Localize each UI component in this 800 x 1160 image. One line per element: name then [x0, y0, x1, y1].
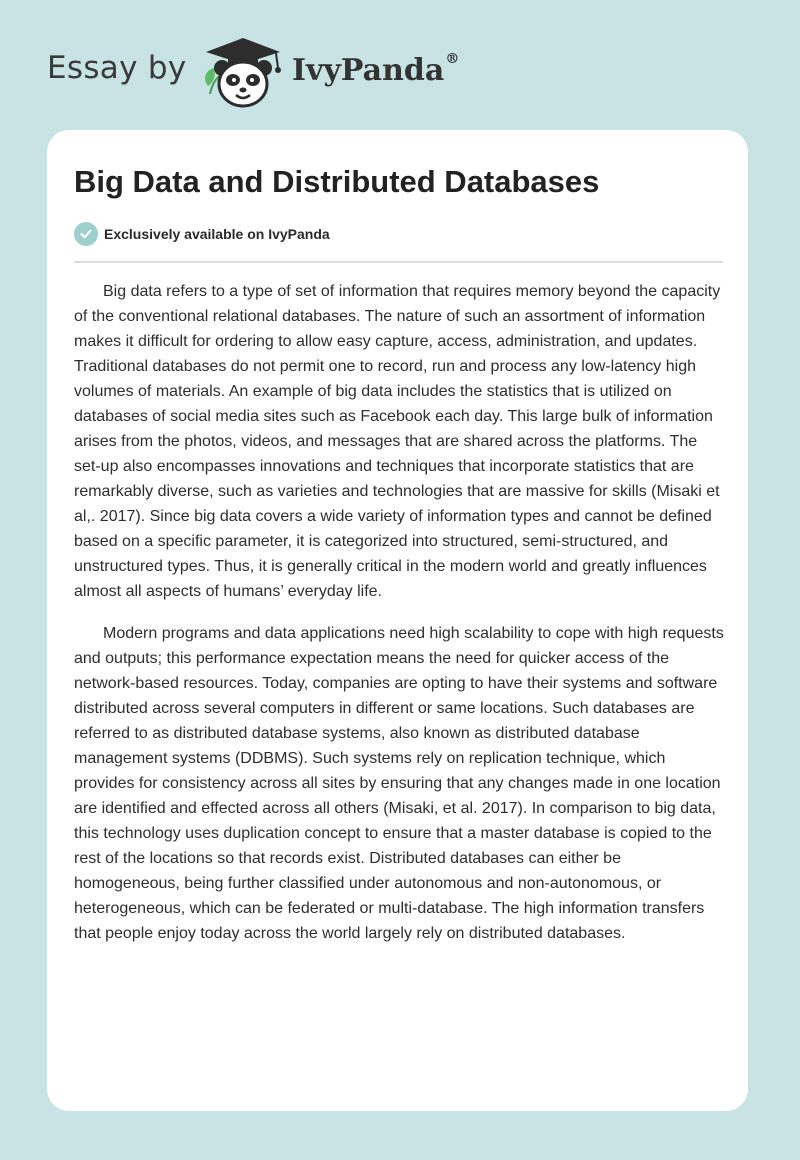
trademark-symbol: ® [445, 51, 460, 67]
page-title: Big Data and Distributed Databases [74, 164, 600, 199]
essay-paragraph: Modern programs and data applications need high scalability to cope with high requests and outputs; this performance expectation means the need for quicker access of the network-based resources. Today, companies are opting to have their systems and software distributed across several computers in different or same locations. Such databases are referred to as distributed database systems, also known as distributed database management systems (DDBMS). Such systems rely on replication technique, which provides for consistency across all sites by ensuring that any changes made in one location are identified and effected across all others (Misaki, et al. 2017). In comparison to big data, this technology uses duplication concept to ensure that a master database is copied to the rest of the locations so that records exist. Distributed databases can either be homogeneous, being further classified under autonomous and non-autonomous, or heterogeneous, which can be federated or multi-database. The high information transfers that people enjoy today across the world largely rely on distributed databases. [74, 625, 724, 942]
essay-paragraph: Big data refers to a type of set of information that requires memory beyond the capacity of the conventional relational databases. The nature of such an assortment of information makes it difficult for ordering to allow easy capture, access, administration, and updates. Traditional databases do not permit one to record, run and process any low-latency high volumes of materials. An example of big data includes the statistics that is utilized on databases of social media sites such as Facebook each day. This large bulk of information arises from the photos, videos, and messages that are shared across the platforms. The set-up also encompasses innovations and techniques that incorporate statistics that are remarkably diverse, such as varieties and technologies that are massive for skills (Misaki et al,. 2017). Since big data covers a wide variety of information types and cannot be defined based on a specific parameter, it is categorized into structured, semi-structured, and unstructured types. Thus, it is generally critical in the modern world and greatly influences almost all aspects of humans’ everyday life. [74, 283, 721, 600]
essay-by-label: Essay by [47, 50, 187, 86]
panda-graduate-icon[interactable] [200, 34, 286, 110]
essay-card [47, 130, 748, 1111]
site-header [0, 0, 800, 130]
brand-text[interactable]: IvyPanda [292, 53, 445, 88]
exclusive-badge-label: Exclusively available on IvyPanda [104, 226, 330, 242]
check-icon [74, 222, 98, 246]
essay-body [74, 279, 725, 963]
divider [74, 261, 723, 263]
exclusive-badge [74, 222, 330, 246]
brand-name[interactable] [292, 53, 459, 88]
